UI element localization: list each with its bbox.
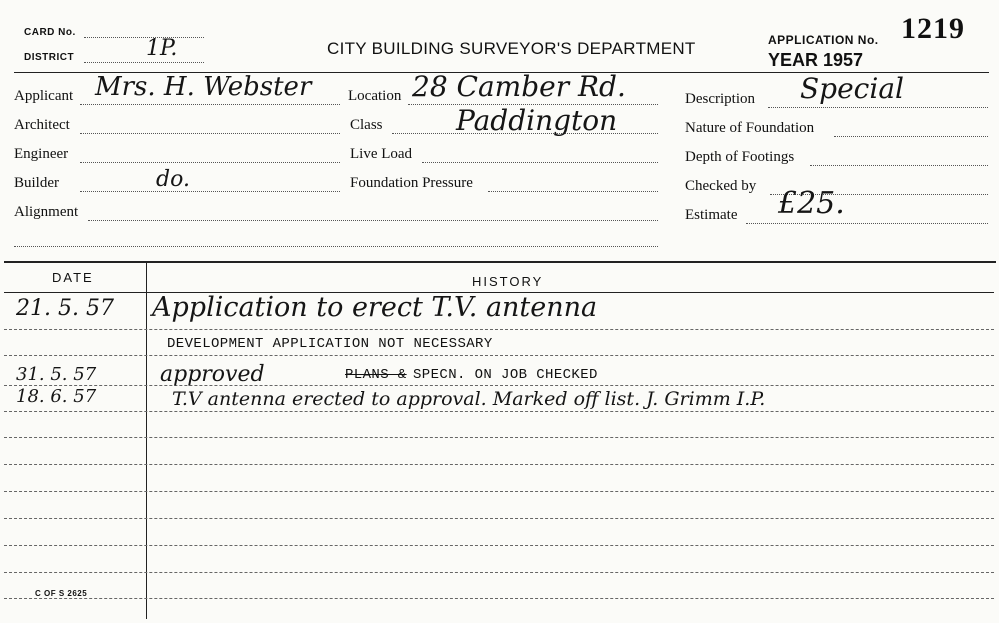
live-load-label: Live Load [350,146,413,162]
district-value: 1P. [146,36,178,61]
depth-label: Depth of Footings [685,149,795,165]
nature-line [834,136,988,137]
description-label: Description [685,91,755,107]
row-rule [4,518,994,519]
year-label: YEAR 1957 [768,50,864,70]
row-1-date: 21. 5. 57 [16,296,114,321]
row-3-date: 31. 5. 57 [16,364,97,385]
row-rule [4,329,994,330]
engineer-label: Engineer [14,146,69,162]
application-no-label: APPLICATION No. [768,33,879,47]
row-rule [4,572,994,573]
row-rule [4,437,994,438]
checked-by-label: Checked by [685,178,757,194]
card-no-label: CARD No. [24,27,76,38]
applicant-label: Applicant [14,88,74,104]
builder-label: Builder [14,175,59,191]
description-value: Special [800,72,904,105]
row-3-history-struck: PLANS & [345,367,407,383]
row-3-history-typed: SPECN. ON JOB CHECKED [413,367,598,383]
date-column-divider [146,263,147,619]
date-header: DATE [52,270,94,285]
alignment-line-2 [14,246,658,247]
row-4-date: 18. 6. 57 [16,386,97,407]
applicant-line [80,104,340,105]
live-load-line [422,162,658,163]
class-label: Class [350,117,383,133]
row-1-history: Application to erect T.V. antenna [152,292,598,323]
alignment-line [88,220,658,221]
builder-line [80,191,340,192]
row-rule [4,545,994,546]
row-rule [4,491,994,492]
estimate-value: £25. [778,186,845,221]
depth-line [810,165,988,166]
row-4-history: T.V antenna erected to approval. Marked off list. J. Grimm I.P. [172,388,766,410]
district-line [84,62,204,63]
alignment-label: Alignment [14,204,79,220]
builder-value: do. [156,167,190,192]
row-rule [4,355,994,356]
application-no-value: 1219 [901,12,965,45]
location-value: 28 Camber Rd. [412,70,626,103]
table-top-rule [4,261,996,263]
history-header: HISTORY [472,274,544,289]
estimate-label: Estimate [685,207,738,223]
district-label: DISTRICT [24,52,75,63]
nature-label: Nature of Foundation [685,120,815,136]
row-rule [4,385,994,386]
description-line [768,107,988,108]
location-label: Location [348,88,402,104]
row-rule [4,598,994,599]
architect-label: Architect [14,117,70,133]
row-rule [4,464,994,465]
form-code: C OF S 2625 [35,589,88,598]
estimate-line [746,223,988,224]
applicant-value: Mrs. H. Webster [95,72,312,102]
row-3-history-hand: approved [160,362,265,387]
row-2-history: DEVELOPMENT APPLICATION NOT NECESSARY [167,336,493,352]
engineer-line [80,162,340,163]
row-rule [4,411,994,412]
architect-line [80,133,340,134]
class-value: Paddington [456,104,618,137]
department-title: CITY BUILDING SURVEYOR'S DEPARTMENT [327,39,696,58]
foundation-pressure-label: Foundation Pressure [350,175,473,191]
card-no-line [84,37,204,38]
foundation-pressure-line [488,191,658,192]
